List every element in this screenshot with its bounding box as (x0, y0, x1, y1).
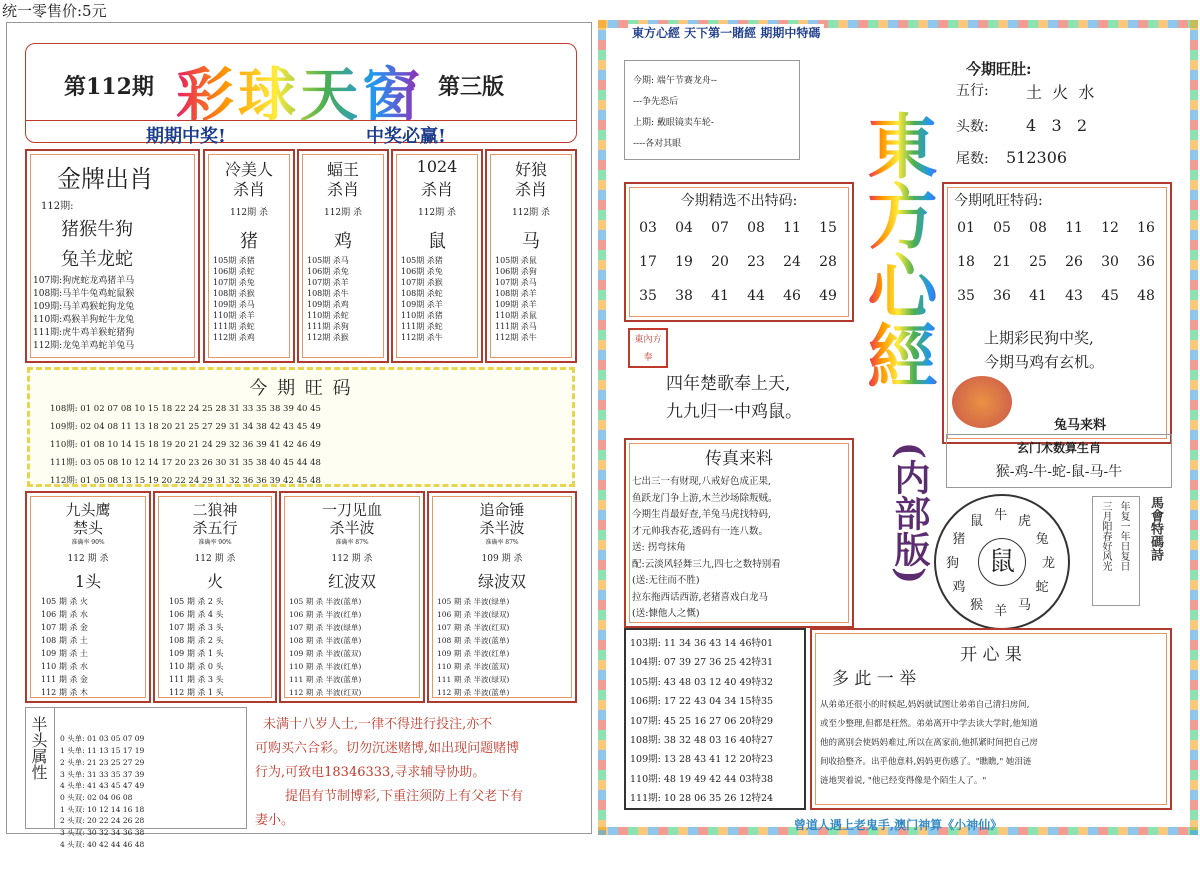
kill-col-history (307, 255, 349, 343)
history-row: 111 期 杀 3 头 (169, 675, 224, 684)
number-cell: 25 (1029, 254, 1047, 270)
number-cell: 38 (675, 288, 693, 304)
history-row: 105 期 杀 2 头 (169, 597, 224, 606)
kill-box-answer: 火 (206, 572, 223, 591)
slogan-right: 中奖必赢! (366, 126, 446, 147)
kill-box-answer: 1头 (74, 572, 102, 591)
riddle-line: ---争先恐后 (633, 97, 679, 107)
fax-line: 配:云淡风轻舞三九,四七之数特别看 (632, 558, 781, 570)
number-cell: 26 (1065, 254, 1083, 270)
history-row: 107 期 杀 半波(绿单) (289, 623, 362, 632)
history-row: 108 期 杀 半波(蓝单) (437, 636, 510, 645)
kill-col-answer: 马 (522, 231, 540, 252)
history-row: 109 期 杀 半波(红单) (437, 649, 510, 658)
kill-col-answer: 鸡 (334, 231, 352, 252)
kill-box-4 (427, 491, 577, 703)
left-header (25, 43, 577, 147)
number-cell: 01 (957, 220, 975, 236)
kill-col-answer: 猪 (240, 231, 258, 252)
draw-history-row: 106期: 17 22 43 04 34 15特35 (630, 696, 774, 708)
fax-line: (送:无往而不胜) (632, 575, 700, 586)
history-row: 106 期 杀 半波(绿双) (437, 610, 510, 619)
kill-col-history (401, 255, 443, 343)
logo-title: 彩球天窗 (176, 48, 424, 132)
history-row: 111 期 杀 半波(绿双) (437, 675, 510, 684)
history-row: 112 期 杀 半波(蓝单) (437, 688, 510, 697)
history-row: 112期 杀牛 (495, 333, 537, 342)
number-cell: 11 (1065, 220, 1083, 236)
fax-line: 七出三一有财现,八戒好色成正果, (632, 476, 772, 487)
number-cell: 21 (993, 254, 1011, 270)
half-head-row: 4 头双: 40 42 44 46 48 (60, 839, 145, 849)
history-row: 109 期 杀 半波(蓝双) (289, 649, 362, 658)
kill-box-3 (279, 491, 425, 703)
zodiac-sign: 蛇 (1035, 580, 1049, 595)
history-row: 108期 杀羊 (495, 289, 537, 298)
verse-box (1092, 496, 1140, 606)
number-cell: 18 (957, 254, 975, 270)
kill-box-sub: 禁头 (72, 519, 103, 537)
half-head-row: 3 头双: 30 32 34 36 38 (60, 828, 145, 838)
zodiac-sign: 兔 (1035, 532, 1049, 547)
number-cell: 11 (783, 220, 801, 236)
fax-box (624, 438, 854, 628)
hot-numbers-title: 今 期 旺 码 (249, 378, 353, 399)
history-row: 107 期 杀 半波(红双) (437, 623, 510, 632)
number-cell: 43 (1065, 288, 1083, 304)
riddle-line: 今期: 端午节赛龙舟-- (633, 76, 717, 86)
riddle-box (624, 60, 800, 160)
number-cell: 08 (747, 220, 765, 236)
hot-numbers-box (27, 367, 575, 487)
kill-box-answer: 绿波双 (477, 572, 526, 591)
riddle-text (633, 71, 717, 155)
zodiac-sign: 猴 (970, 597, 984, 613)
history-row: 107期 杀猴 (401, 278, 443, 287)
head-count-label: 头数: (956, 119, 989, 135)
history-row: 109期 杀鸡 (307, 300, 349, 309)
kill-col-history (213, 255, 255, 343)
history-row: 105期 杀猪 (213, 256, 255, 265)
half-head-box (25, 707, 247, 849)
joke-box (810, 628, 1172, 810)
winner-line: 上期彩民狗中奖, (984, 329, 1094, 347)
history-row: 106期 杀兔 (401, 267, 443, 276)
kill-box-history (289, 595, 361, 699)
history-row: 110期 杀羊 (213, 311, 255, 320)
kill-col-4 (485, 149, 577, 363)
riddle-line: ----各对其眼 (633, 139, 682, 149)
notice-line: 可购买六合彩。切勿沉迷赌博,如出现问题赌博 (255, 741, 520, 756)
history-row: 109期 杀羊 (495, 300, 537, 309)
joke-line: 或至少整理,但都是枉然。弟弟离开中学去读大学时,他知道 (820, 719, 1038, 729)
notice-line: 提倡有节制博彩,下重注须防上有父老下有 (285, 789, 524, 804)
winner-line: 今期马鸡有玄机。 (984, 353, 1105, 371)
kill-col-3 (391, 149, 483, 363)
history-row: 105期 杀马 (307, 256, 349, 265)
number-cell: 46 (783, 288, 801, 304)
hot-numbers-row: 110期: 01 08 10 14 15 18 19 20 21 24 29 32 36 39 41 42 46 49 (50, 440, 321, 450)
fax-line: 今期生肖最好查,羊兔马虎找特码, (632, 509, 772, 520)
half-head-table (60, 710, 144, 874)
fax-line: 送: 拐弯抹角 (632, 542, 686, 553)
fax-title: 传真来料 (705, 449, 773, 469)
hot-numbers-row: 109期: 02 04 08 11 13 18 20 21 25 27 29 31 34 38 42 43 45 49 (50, 422, 321, 432)
history-row: 110期 杀蛇 (307, 311, 349, 320)
number-cell: 20 (711, 254, 729, 270)
zodiac-sign: 鸡 (952, 580, 966, 595)
kill-box-issue: 112 期 杀 (67, 554, 109, 564)
number-cell: 04 (675, 220, 693, 236)
gold-title: 金牌出肖 (57, 165, 153, 193)
number-cell: 19 (675, 254, 693, 270)
half-head-row: 2 头双: 20 22 24 26 28 (60, 816, 145, 826)
stamp-seal: 東內方奉 (628, 328, 668, 368)
kill-col-title: 冷美人 (224, 160, 273, 179)
joke-line: 间收拾整齐。出乎他意料,妈妈更伤感了。"瞧瞧," 她泪涟 (820, 757, 1032, 767)
history-row: 111期 杀狗 (307, 322, 349, 331)
kill-box-sub: 杀半波 (479, 519, 525, 537)
kill-col-title: 1024 (416, 157, 458, 176)
footer-banner: 曾道人遇上老鬼手,澳门神算《小神仙》 (793, 818, 1003, 832)
history-row: 107 期 杀 3 头 (169, 623, 224, 632)
mystic-box (946, 434, 1172, 488)
kill-box-2 (153, 491, 277, 703)
history-row: 112 期 杀 1 头 (169, 688, 224, 697)
draw-history-list (630, 634, 773, 809)
kill-box-issue: 109 期 杀 (481, 554, 523, 564)
kill-col-issue: 112期 杀 (323, 208, 363, 218)
zodiac-sign: 牛 (994, 508, 1008, 523)
number-cell: 05 (993, 220, 1011, 236)
number-cell: 36 (1137, 254, 1155, 270)
kill-col-answer: 鼠 (428, 231, 446, 252)
kill-box-sub: 杀五行 (192, 519, 238, 537)
history-row: 112 期 杀 半波(红双) (289, 688, 362, 697)
kill-col-sub: 杀肖 (232, 180, 265, 199)
gold-history-row: 109期:马羊鸡猴蛇狗龙兔 (33, 302, 135, 312)
riddle-line: 上期: 戴眼镜卖车轮- (633, 118, 714, 128)
gold-history-row: 111期:虎牛鸡羊猴蛇猪狗 (33, 328, 135, 338)
history-row: 107期 杀兔 (213, 278, 255, 287)
number-cell: 30 (1101, 254, 1119, 270)
zodiac-center: 鼠 (978, 538, 1026, 586)
half-head-row: 0 头单: 01 03 05 07 09 (60, 734, 145, 744)
kill-box-rate: 准确率 87% (335, 539, 369, 546)
mystic-list: 猴-鸡-牛-蛇-鼠-马-牛 (995, 464, 1123, 480)
history-row: 111 期 杀 金 (41, 675, 88, 684)
history-row: 110 期 杀 水 (41, 662, 88, 671)
fax-line: (送:慷他人之慨) (632, 608, 700, 619)
number-cell: 03 (639, 220, 657, 236)
history-row: 108 期 杀 半波(蓝单) (289, 636, 362, 645)
number-cell: 41 (711, 288, 729, 304)
joke-title: 开 心 果 (960, 645, 1022, 665)
five-elements-value: 土 火 水 (1026, 83, 1095, 102)
zodiac-wheel (934, 494, 1070, 630)
history-row: 110 期 杀 半波(蓝双) (437, 662, 510, 671)
kill-box-history (41, 595, 88, 699)
history-row: 105 期 杀 半波(绿单) (437, 597, 510, 606)
gold-box (25, 149, 200, 363)
price-label: 统一零售价:5元 (2, 2, 107, 20)
notice-line: 妻小。 (255, 813, 295, 828)
poem-line: 四年楚歌奉上天, (666, 374, 791, 394)
fax-line: 鱼跃龙门争上游,木兰沙场除叛贼。 (632, 492, 778, 504)
half-head-row: 4 头单: 41 43 45 47 49 (60, 781, 145, 791)
history-row: 108 期 杀 土 (41, 636, 88, 645)
gold-history-row: 108期:马羊牛兔鸡蛇鼠猴 (33, 289, 135, 299)
number-cell: 41 (1029, 288, 1047, 304)
history-row: 110 期 杀 半波(红单) (289, 662, 362, 671)
history-row: 107期 杀羊 (307, 278, 349, 287)
zodiac-sign: 羊 (994, 604, 1008, 619)
zodiac-sign: 狗 (946, 556, 960, 571)
issue-number: 第112期 (64, 74, 154, 100)
five-elements-label: 五行: (956, 83, 989, 99)
joke-line: 他的离别会使妈妈难过,所以在离家前,他抓紧时间把自己房 (820, 738, 1038, 748)
poem (666, 370, 802, 426)
excluded-numbers-box (624, 182, 854, 322)
number-cell: 49 (819, 288, 837, 304)
left-page (6, 22, 592, 849)
kill-box-rate: 准确率 90% (198, 539, 232, 546)
number-cell: 23 (747, 254, 765, 270)
number-cell: 12 (1101, 220, 1119, 236)
kill-col-issue: 112期 杀 (417, 208, 457, 218)
main-title: 東方心經 (866, 110, 946, 390)
number-cell: 16 (1137, 220, 1155, 236)
hot-numbers-row: 112期: 01 05 08 13 15 19 20 22 24 29 31 32 36 36 39 42 45 48 (50, 476, 321, 486)
history-row: 110期 杀鼠 (495, 311, 537, 320)
number-cell: 07 (711, 220, 729, 236)
zodiac-sign: 龙 (1042, 556, 1056, 571)
history-row: 106 期 杀 半波(红单) (289, 610, 362, 619)
sub-title: (内部版) (889, 442, 931, 585)
tiger-emblem-icon (952, 376, 1012, 428)
history-row: 111 期 杀 半波(蓝单) (289, 675, 362, 684)
fax-text (632, 474, 781, 623)
history-row: 105 期 杀 火 (41, 597, 88, 606)
history-row: 111期 杀蛇 (213, 322, 255, 331)
joke-line: 从弟弟还很小的时候起,妈妈就试图让弟弟自己清扫房间, (820, 700, 1030, 710)
draw-history-row: 108期: 38 32 48 03 16 40特27 (630, 735, 774, 747)
verse-seal: 馬會特碼詩 (1148, 496, 1163, 561)
winner-note (984, 326, 1104, 374)
zodiac-sign: 马 (1018, 597, 1032, 613)
hot-summary-title: 今期旺肚: (966, 60, 1032, 78)
draw-history-row: 103期: 11 34 36 43 14 46特01 (630, 638, 774, 649)
draw-history-row: 111期: 10 28 06 35 26 12特24 (630, 793, 774, 805)
history-row: 106期 杀兔 (307, 267, 349, 276)
draw-history-row: 110期: 48 19 49 42 44 03特38 (630, 773, 774, 785)
kill-col-issue: 112期 杀 (229, 208, 269, 218)
notice-line: 未满十八岁人士,一律不得进行投注,亦不 (263, 717, 493, 732)
kill-box-history (437, 595, 509, 699)
kill-box-sub: 杀半波 (329, 519, 375, 537)
history-row: 109期 杀马 (213, 300, 255, 309)
half-head-row: 1 头双: 10 12 14 16 18 (60, 804, 145, 814)
excluded-title: 今期精选不出特码: (680, 193, 798, 209)
half-head-row: 0 头双: 02 04 06 08 (60, 792, 133, 802)
kill-box-issue: 112 期 杀 (194, 554, 236, 564)
history-row: 112期 杀牛 (401, 333, 443, 342)
kill-box-rate: 准确率 87% (485, 539, 519, 546)
kill-col-sub: 杀肖 (514, 180, 547, 199)
kill-col-issue: 112期 杀 (511, 208, 551, 218)
number-cell: 35 (639, 288, 657, 304)
notice-line: 行为,可致电18346333,寻求辅导协助。 (255, 765, 486, 780)
kill-box-1 (25, 491, 151, 703)
head-count-value: 4 3 2 (1026, 116, 1088, 135)
edition-label: 第三版 (438, 74, 505, 100)
gold-history-row: 110期:鸡猴羊狗蛇牛龙兔 (33, 315, 135, 325)
history-row: 111期 杀马 (495, 322, 537, 331)
hot-special-title: 今期吼旺特码: (954, 193, 1043, 209)
history-row: 111期 杀蛇 (401, 322, 443, 331)
history-row: 107 期 杀 金 (41, 623, 88, 632)
verse-line: 年复一年日复日 (1118, 501, 1129, 571)
history-row: 109 期 杀 土 (41, 649, 88, 658)
number-cell: 15 (819, 220, 837, 236)
history-row: 107期 杀马 (495, 278, 537, 287)
number-cell: 36 (993, 288, 1011, 304)
history-row: 105期 杀鼠 (495, 256, 537, 265)
joke-line: 涟地哭着说, "他已经变得像是个陌生人了。" (820, 776, 987, 786)
gold-history-row: 112期:龙兔羊鸡蛇羊兔马 (33, 341, 135, 351)
history-row: 109期 杀羊 (401, 300, 443, 309)
history-row: 106 期 杀 4 头 (169, 610, 224, 619)
history-row: 106期 杀蛇 (213, 267, 255, 276)
hot-special-box (942, 182, 1172, 444)
draw-history (624, 628, 806, 810)
kill-box-title: 一刀见血 (321, 501, 382, 519)
number-cell: 17 (639, 254, 657, 270)
zodiac-sign: 鼠 (970, 514, 984, 530)
gambling-notice (255, 713, 523, 833)
mystic-title: 玄门术数算生肖 (1016, 441, 1101, 455)
number-cell: 28 (819, 254, 837, 270)
kill-col-sub: 杀肖 (326, 180, 359, 199)
half-head-label: 半头属性 (29, 716, 48, 780)
tail-value: 512306 (1006, 148, 1068, 167)
kill-box-rate: 准确率 90% (71, 539, 105, 546)
gold-line-1: 猪猴牛狗 (61, 219, 133, 240)
number-cell: 24 (783, 254, 801, 270)
history-row: 106期 杀狗 (495, 267, 537, 276)
number-cell: 45 (1101, 288, 1119, 304)
history-row: 112期 杀鸡 (213, 333, 255, 342)
fax-line: 才元帅我杏花,透码有一连八数。 (632, 525, 769, 537)
history-row: 112 期 杀 木 (41, 688, 88, 697)
kill-box-answer: 红波双 (327, 572, 376, 591)
history-row: 109 期 杀 1 头 (169, 649, 224, 658)
right-page (598, 20, 1198, 835)
draw-history-row: 109期: 13 28 43 41 12 20特23 (630, 754, 774, 766)
hot-summary (946, 50, 1142, 176)
half-head-row: 1 头单: 11 13 15 17 19 (60, 746, 145, 756)
number-cell: 48 (1137, 288, 1155, 304)
tail-label: 尾数: (956, 151, 989, 167)
kill-col-1 (203, 149, 295, 363)
history-row: 112期 杀猴 (307, 333, 349, 342)
zodiac-sign: 猪 (952, 532, 966, 547)
kill-col-title: 蝠王 (326, 160, 359, 179)
history-row: 110 期 杀 0 头 (169, 662, 224, 671)
number-cell: 35 (957, 288, 975, 304)
history-row: 105 期 杀 半波(蓝单) (289, 597, 362, 606)
fax-line: 拉东拖西话西游,老猪喜戏白龙马 (632, 591, 769, 603)
gold-history-row: 107期:狗虎蛇龙鸡猪羊马 (33, 276, 135, 286)
half-head-row: 2 头单: 21 23 25 27 29 (60, 757, 145, 767)
verse-line: 三月阳春好风光 (1100, 501, 1111, 571)
history-row: 108期 杀猴 (213, 289, 255, 298)
hot-numbers-row: 111期: 03 05 08 10 12 14 17 20 23 26 30 31 35 38 40 45 44 48 (50, 458, 321, 468)
kill-box-title: 追命锤 (479, 501, 525, 519)
kill-box-issue: 112 期 杀 (331, 554, 373, 564)
number-cell: 08 (1029, 220, 1047, 236)
hot-numbers-row: 108期: 01 02 07 08 10 15 18 22 24 25 28 31 33 35 38 39 40 45 (50, 404, 321, 414)
draw-history-row: 107期: 45 25 16 27 06 20特29 (630, 715, 774, 727)
poem-line: 九九归一中鸡鼠。 (666, 402, 802, 422)
history-row: 105期 杀猪 (401, 256, 443, 265)
history-row: 106 期 杀 水 (41, 610, 88, 619)
history-row: 108期 杀牛 (307, 289, 349, 298)
kill-col-2 (297, 149, 389, 363)
history-row: 108期 杀蛇 (401, 289, 443, 298)
half-head-row: 3 头单: 31 33 35 37 39 (60, 769, 145, 779)
zodiac-sign: 虎 (1018, 514, 1032, 530)
slogan-left: 期期中奖! (146, 126, 226, 147)
hot-numbers-list (50, 400, 321, 490)
gold-issue: 112期: (41, 201, 74, 212)
history-row: 108 期 杀 2 头 (169, 636, 224, 645)
joke-subtitle: 多 此 一 举 (832, 669, 917, 689)
kill-col-sub: 杀肖 (420, 180, 453, 199)
top-banner: 東方心經 天下第一賭經 期期中特碼 (628, 24, 824, 41)
number-cell: 44 (747, 288, 765, 304)
kill-box-title: 九头鹰 (65, 501, 111, 519)
gold-history (33, 275, 134, 353)
source-label: 兔马来料 (1054, 418, 1107, 433)
gold-line-2: 兔羊龙蛇 (61, 249, 133, 270)
joke-text (820, 696, 1038, 791)
kill-box-history (169, 595, 224, 699)
kill-box-title: 二狼神 (192, 501, 238, 519)
draw-history-row: 105期: 43 48 03 12 40 49特32 (630, 676, 774, 688)
draw-history-row: 104期: 07 39 27 36 25 42特31 (630, 657, 774, 669)
history-row: 110期 杀猪 (401, 311, 443, 320)
kill-col-title: 好狼 (514, 160, 547, 179)
kill-col-history (495, 255, 537, 343)
